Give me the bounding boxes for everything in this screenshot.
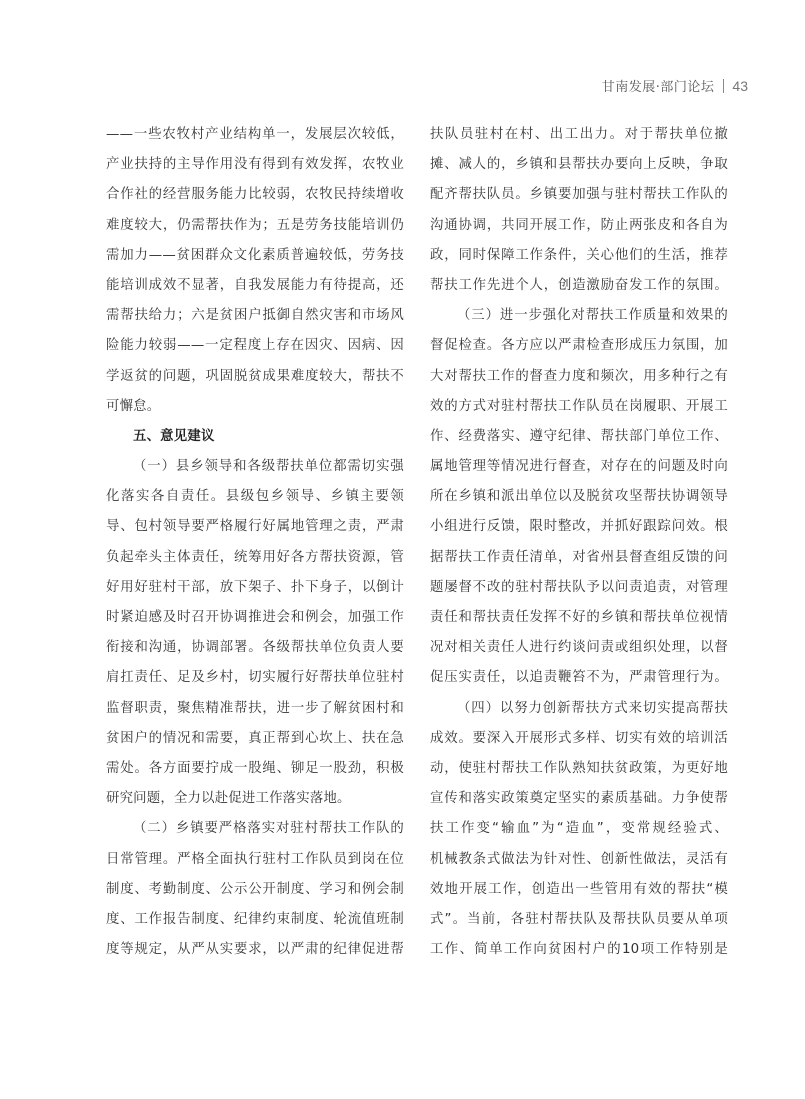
text-line: 机械教条式做法为针对性、创新性做法，灵活有	[430, 851, 728, 867]
text-line: 题屡督不改的驻村帮扶队予以问责追责，对管理	[430, 579, 728, 595]
text-line: 时紧迫感及时召开协调推进会和例会，加强工作	[106, 610, 404, 625]
text-line: 险能力较弱——一定程度上存在因灾、因病、因	[106, 338, 404, 354]
text-line: 扶队员驻村在村、出工出力。对于帮扶单位撤	[430, 127, 728, 142]
text-line: 合作社的经营服务能力比较弱，农牧民持续增收	[106, 187, 404, 203]
text-line: 制度、考勤制度、公示公开制度、学习和例会制	[106, 881, 404, 897]
text-line: 衔接和沟通，协调部署。各级帮扶单位负责人要	[106, 640, 404, 656]
page-number: 43	[732, 77, 748, 94]
text-line: 所在乡镇和派出单位以及脱贫攻坚帮扶协调领导	[430, 489, 728, 505]
text-line: 日常管理。严格全面执行驻村工作队员到岗在位	[106, 851, 404, 867]
text-line: 监督职责，聚焦精准帮扶，进一步了解贫困村和	[106, 700, 404, 716]
text-line: 肩扛责任、足及乡村，切实履行好帮扶单位驻村	[106, 670, 404, 686]
text-line: 况对相关责任人进行约谈问责或组织处理，以督	[430, 640, 728, 656]
text-line: 督促检查。各方应以严肃检查形成压力氛围，加	[430, 338, 728, 354]
text-line: 效的方式对驻村帮扶工作队员在岗履职、开展工	[430, 398, 728, 414]
text-line: 帮扶工作先进个人，创造激励奋发工作的氛围。	[430, 277, 728, 293]
text-line: 扶工作变“输血”为“造血”，变常规经验式、	[430, 821, 728, 837]
subsection-heading: （三）进一步强化对帮扶工作质量和效果的	[457, 308, 728, 324]
text-line: 能培训成效不显著，自我发展能力有待提高，还	[106, 277, 404, 293]
subsection-heading: （四）以努力创新帮扶方式来切实提高帮扶	[457, 700, 728, 716]
text-line: 需加力——贫困群众文化素质普遍较低，劳务技	[106, 247, 404, 263]
text-line: 作、经费落实、遵守纪律、帮扶部门单位工作、	[430, 428, 728, 444]
subsection-heading: （二）乡镇要严格落实对驻村帮扶工作队的	[133, 821, 404, 837]
text-line: 度、工作报告制度、纪律约束制度、轮流值班制	[106, 911, 404, 927]
text-line: 属地管理等情况进行督查，对存在的问题及时向	[430, 459, 728, 475]
text-line: 导、包村领导要严格履行好属地管理之责，严肃	[106, 519, 404, 535]
text-line: 研究问题，全力以赴促进工作落实落地。	[106, 791, 351, 807]
text-line: 责任和帮扶责任发挥不好的乡镇和帮扶单位视情	[430, 610, 728, 625]
text-line: 效地开展工作，创造出一些管用有效的帮扶“模	[430, 881, 728, 897]
text-line: 成效。要深入开展形式多样、切实有效的培训活	[430, 730, 728, 746]
text-line: 贫困户的情况和需要，真正帮到心坎上、扶在急	[106, 730, 404, 746]
journal-section-title: 甘南发展·部门论坛	[601, 80, 715, 95]
text-line: 沟通协调，共同开展工作，防止两张皮和各自为	[430, 217, 728, 233]
section-heading: 五、意见建议	[133, 428, 215, 444]
text-line: 难度较大，仍需帮扶作为；五是劳务技能培训仍	[106, 217, 404, 233]
text-line: 学返贫的问题，巩固脱贫成果难度较大，帮扶不	[106, 368, 404, 384]
text-line: 度等规定，从严从实要求，以严肃的纪律促进帮	[106, 942, 404, 958]
text-line: 好用好驻村干部，放下架子、扑下身子，以倒计	[106, 579, 404, 595]
text-line: 宣传和落实政策奠定坚实的素质基础。力争使帮	[430, 791, 728, 807]
text-line: 政，同时保障工作条件，关心他们的生活，推荐	[430, 247, 728, 263]
text-line: 动，使驻村帮扶工作队熟知扶贫政策，为更好地	[430, 760, 728, 776]
text-line: 工作、简单工作向贫困村户的10项工作特别是	[430, 942, 728, 958]
text-line: 促压实责任，以追责鞭笞不为，严肃管理行为。	[430, 670, 728, 686]
header-divider	[723, 79, 724, 93]
text-line: 摊、减人的，乡镇和县帮扶办要向上反映，争取	[430, 157, 728, 173]
text-line: 据帮扶工作责任清单，对省州县督查组反馈的问	[430, 549, 728, 565]
text-line: 需帮扶给力；六是贫困户抵御自然灾害和市场风	[106, 308, 404, 324]
left-text-column	[106, 120, 404, 965]
right-text-column	[430, 120, 728, 965]
text-line: 可懈怠。	[106, 398, 161, 414]
text-line: 式”。当前，各驻村帮扶队及帮扶队员要从单项	[430, 911, 728, 927]
text-line: 小组进行反馈，限时整改，并抓好跟踪问效。根	[430, 519, 728, 535]
text-line: 负起牵头主体责任，统筹用好各方帮扶资源，管	[106, 549, 404, 565]
text-line: 产业扶持的主导作用没有得到有效发挥，农牧业	[106, 157, 404, 173]
text-line: 大对帮扶工作的督查力度和频次，用多种行之有	[430, 368, 728, 384]
text-line: 化落实各自责任。县级包乡领导、乡镇主要领	[106, 489, 404, 505]
subsection-heading: （一）县乡领导和各级帮扶单位都需切实强	[133, 459, 404, 475]
text-line: 配齐帮扶队员。乡镇要加强与驻村帮扶工作队的	[430, 187, 728, 203]
running-header	[602, 76, 748, 95]
text-line: 需处。各方面要拧成一股绳、铆足一股劲，积极	[106, 760, 404, 776]
text-line: ——一些农牧村产业结构单一，发展层次较低，	[106, 127, 404, 142]
